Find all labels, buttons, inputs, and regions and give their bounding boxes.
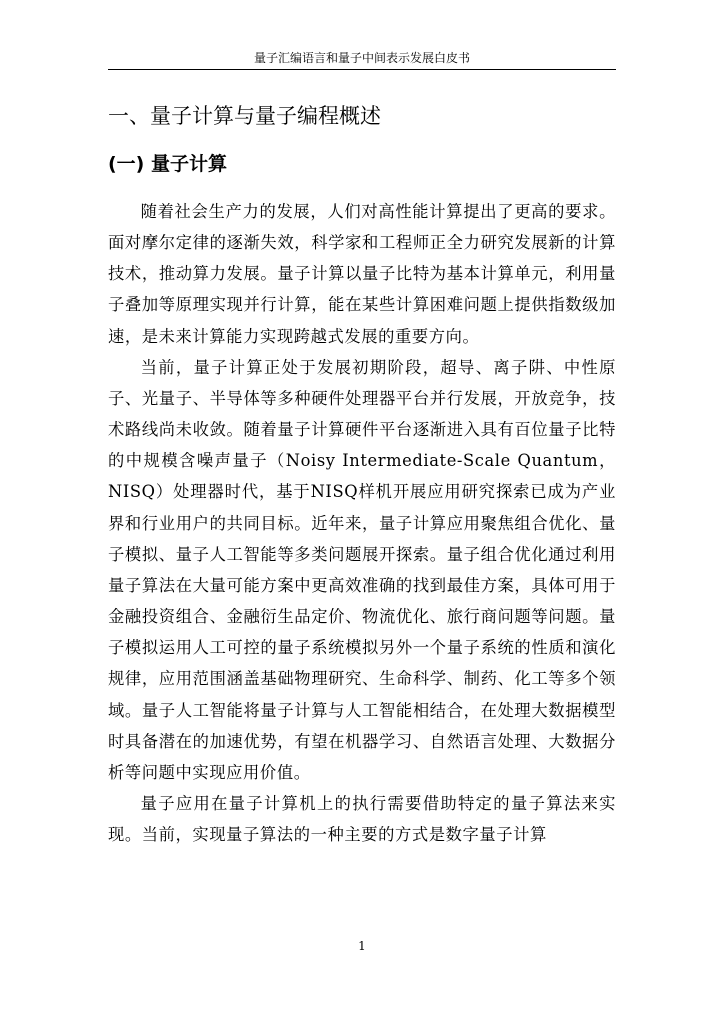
running-header: 量子汇编语言和量子中间表示发展白皮书: [253, 51, 470, 65]
page-number: 1: [358, 939, 366, 953]
paragraph-2: 当前，量子计算正处于发展初期阶段，超导、离子阱、中性原子、光量子、半导体等多种硬件处理器平台并行发展，开放竞争，技术路线尚未收敛。随着量子计算硬件平台逐渐进入具有百位量子比特的中规模含噪声量子（Noisy Intermediate-Scale Quantum，NISQ）处理器时代，基于NISQ样机开展应用研究探索已成为产业界和行业用户的共同目标。近年来，量子计算应用聚焦组合优化、量子模拟、量子人工智能等多类问题展开探索。量子组合优化通过利用量子算法在大量可能方案中更高效准确的找到最佳方案，具体可用于金融投资组合、金融衍生品定价、物流优化、旅行商问题等问题。量子模拟运用人工可控的量子系统模拟另外一个量子系统的性质和演化规律，应用范围涵盖基础物理研究、生命科学、制药、化工等多个领域。量子人工智能将量子计算与人工智能相结合，在处理大数据模型时具备潜在的加速优势，有望在机器学习、自然语言处理、大数据分析等问题中实现应用价值。: [108, 357, 616, 782]
paragraph-3: 量子应用在量子计算机上的执行需要借助特定的量子算法来实现。当前，实现量子算法的一种主要的方式是数字量子计算: [108, 793, 616, 845]
header-rule: [108, 69, 616, 70]
body-text: [108, 196, 616, 850]
section-title: (一) 量子计算: [108, 153, 227, 175]
paragraph-1: 随着社会生产力的发展，人们对高性能计算提出了更高的要求。面对摩尔定律的逐渐失效，科学家和工程师正全力研究发展新的计算技术，推动算力发展。量子计算以量子比特为基本计算单元，利用量子叠加等原理实现并行计算，能在某些计算困难问题上提供指数级加速，是未来计算能力实现跨越式发展的重要方向。: [108, 202, 616, 346]
chapter-title: 一、量子计算与量子编程概述: [108, 104, 381, 128]
